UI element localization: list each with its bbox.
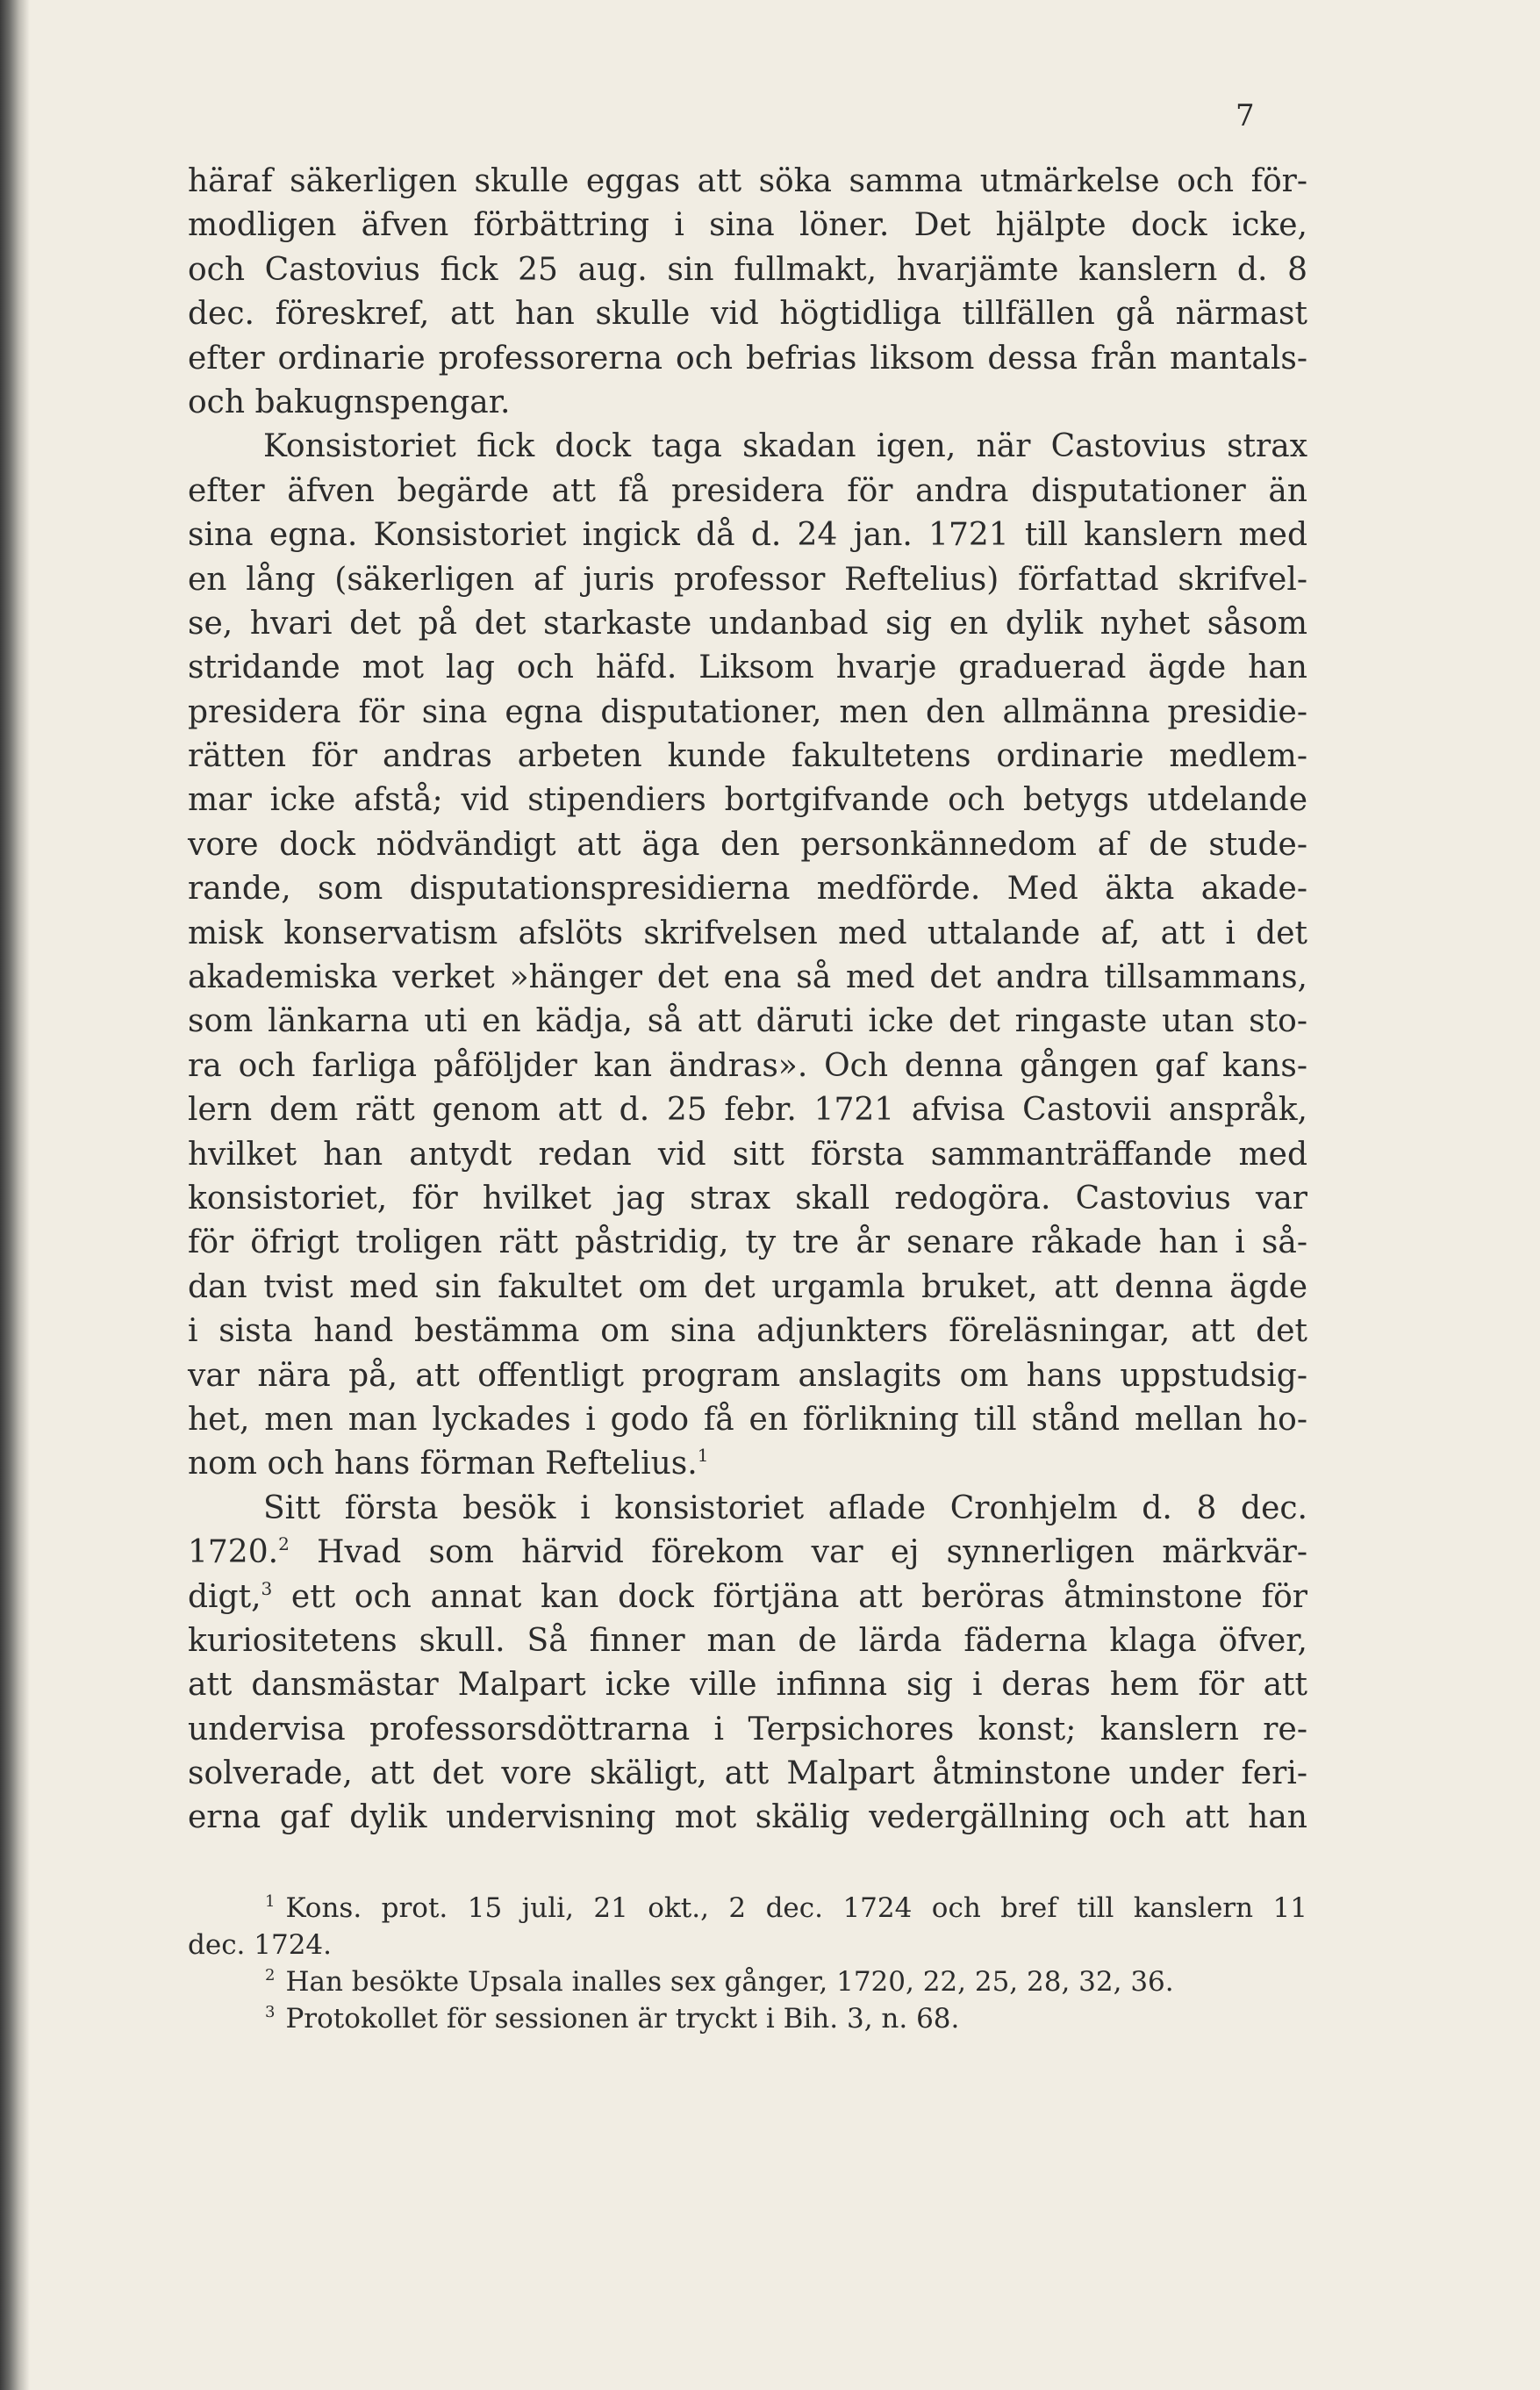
text-line: som länkarna uti en kädja, så att däruti icke det ringaste utan sto- — [188, 1003, 1307, 1040]
page-binding-shadow — [0, 0, 30, 2390]
text-line: vore dock nödvändigt att äga den personkännedom af de stude- — [188, 826, 1307, 863]
text-line: häraf säkerligen skulle eggas att söka samma utmärkelse och för- — [188, 163, 1307, 199]
text-segment: ett och annat kan dock förtjäna att beröras åtminstone för — [272, 1578, 1307, 1615]
footnote-1-continued: dec. 1724. — [188, 1929, 333, 1961]
text-line — [188, 1531, 1307, 1575]
text-segment: digt, — [188, 1578, 261, 1615]
footnote-3 — [188, 2000, 1307, 2037]
text-line: att dansmästar Malpart icke ville infinna sig i deras hem för att — [188, 1667, 1307, 1704]
text-line: akademiska verket »hänger det ena så med det andra tillsammans, — [188, 959, 1307, 996]
footnote-ref: 2 — [278, 1533, 290, 1555]
text-line: presidera för sina egna disputationer, men den allmänna presidie- — [188, 693, 1307, 730]
text-line: Konsistoriet fick dock taga skadan igen, när Castovius strax — [263, 428, 1307, 465]
text-line: undervisa professorsdöttrarna i Terpsichores konst; kanslern re- — [188, 1711, 1307, 1748]
text-line — [188, 1442, 1307, 1486]
footnote-ref: 1 — [697, 1445, 709, 1467]
text-line — [188, 1575, 1307, 1619]
text-line: sina egna. Konsistoriet ingick då d. 24 jan. 1721 till kanslern med — [188, 517, 1307, 554]
footnote-text: Han besökte Upsala inalles sex gånger, 1720, 22, 25, 28, 32, 36. — [285, 1966, 1174, 1998]
footnote-1 — [188, 1890, 1307, 1927]
footnote-ref: 3 — [261, 1577, 273, 1599]
text-line: för öfrigt troligen rätt påstridig, ty tre år senare råkade han i så- — [188, 1224, 1307, 1261]
text-line: var nära på, att offentligt program anslagits om hans uppstudsig- — [188, 1357, 1307, 1394]
text-line: solverade, att det vore skäligt, att Malpart åtminstone under feri- — [188, 1755, 1307, 1792]
text-line: kuriositetens skull. Så finner man de lärda fäderna klaga öfver, — [188, 1622, 1307, 1659]
footnote-2 — [188, 1963, 1307, 2000]
footnote-text: Kons. prot. 15 juli, 21 okt., 2 dec. 1724 och bref till kanslern 11 — [285, 1892, 1307, 1924]
text-line: se, hvari det på det starkaste undanbad sig en dylik nyhet såsom — [188, 605, 1307, 642]
text-line: dec. föreskref, att han skulle vid högtidliga tillfällen gå närmast — [188, 296, 1307, 333]
text-line: erna gaf dylik undervisning mot skälig vedergällning och att han — [188, 1799, 1307, 1836]
footnote-mark: 1 — [265, 1892, 276, 1911]
text-line: ra och farliga påföljder kan ändras». Och denna gången gaf kans- — [188, 1047, 1307, 1084]
footnotes — [188, 1890, 1307, 2037]
text-line: mar icke afstå; vid stipendiers bortgifvande och betygs utdelande — [188, 782, 1307, 819]
page-number: 7 — [1236, 98, 1255, 133]
text-line: rande, som disputationspresidierna medförde. Med äkta akade- — [188, 871, 1307, 908]
text-segment: 1720. — [188, 1534, 279, 1571]
text-line: och Castovius fick 25 aug. sin fullmakt, hvarjämte kanslern d. 8 — [188, 251, 1307, 288]
text-line: efter äfven begärde att få presidera för andra disputationer än — [188, 472, 1307, 509]
footnote-text: Protokollet för sessionen är tryckt i Bih. 3, n. 68. — [285, 2003, 960, 2035]
text-line: misk konservatism afslöts skrifvelsen med uttalande af, att i det — [188, 915, 1307, 951]
text-line: och bakugnspengar. — [188, 384, 511, 420]
text-line: i sista hand bestämma om sina adjunkters föreläsningar, att det — [188, 1313, 1307, 1350]
text-segment: Hvad som härvid förekom var ej synnerligen märkvär- — [289, 1534, 1307, 1571]
body-text — [188, 160, 1307, 1841]
text-line: stridande mot lag och häfd. Liksom hvarje graduerad ägde han — [188, 650, 1307, 686]
footnote-mark: 3 — [265, 2003, 276, 2021]
text-line: en lång (säkerligen af juris professor Reftelius) författad skrifvel- — [188, 561, 1307, 598]
text-line: rätten för andras arbeten kunde fakultetens ordinarie medlem- — [188, 738, 1307, 775]
text-line: efter ordinarie professorerna och befrias liksom dessa från mantals- — [188, 340, 1307, 377]
text-line: modligen äfven förbättring i sina löner. Det hjälpte dock icke, — [188, 207, 1307, 244]
text-line: lern dem rätt genom att d. 25 febr. 1721 afvisa Castovii anspråk, — [188, 1092, 1307, 1129]
text-line: dan tvist med sin fakultet om det urgamla bruket, att denna ägde — [188, 1268, 1307, 1305]
text-line: hvilket han antydt redan vid sitt första sammanträffande med — [188, 1136, 1307, 1173]
text-line: Sitt första besök i konsistoriet aflade Cronhjelm d. 8 dec. — [263, 1489, 1307, 1526]
text-segment: nom och hans förman Reftelius. — [188, 1446, 698, 1482]
text-line: konsistoriet, för hvilket jag strax skall redogöra. Castovius var — [188, 1180, 1307, 1217]
footnote-mark: 2 — [265, 1966, 276, 1984]
text-line: het, men man lyckades i godo få en förlikning till stånd mellan ho- — [188, 1401, 1307, 1438]
